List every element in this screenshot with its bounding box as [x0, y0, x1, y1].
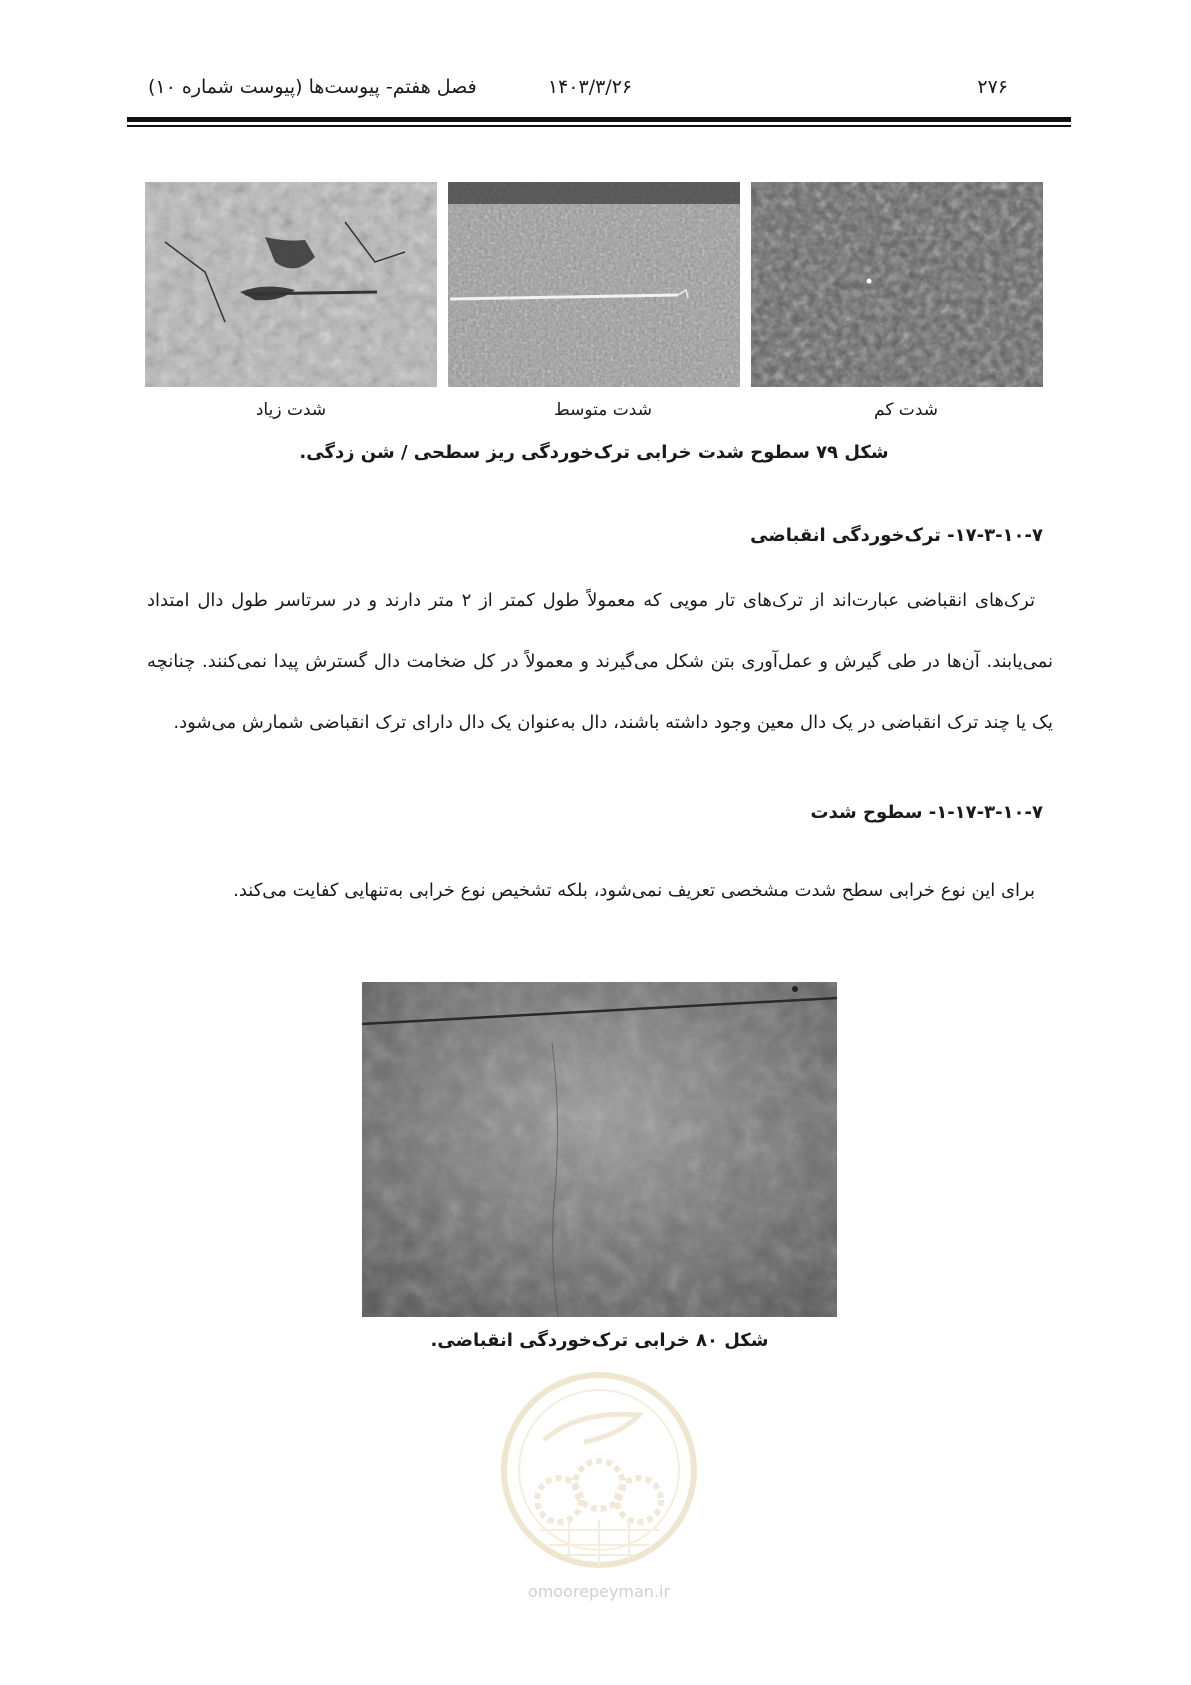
label-high-severity: شدت زیاد: [255, 400, 327, 420]
photo-shrinkage-cracking: [362, 982, 837, 1317]
header-rule-thin: [127, 125, 1071, 127]
watermark-logo: [489, 1360, 709, 1615]
figure-79-caption: شکل ۷۹ سطوح شدت خرابی ترک‌خوردگی ریز سطحی / شن زدگی.: [299, 442, 889, 463]
figure-80-caption: شکل ۸۰ خرابی ترک‌خوردگی انقباضی.: [430, 1330, 769, 1351]
section-heading-shrinkage-cracking: ۱۷-۳-۱۰-۷- ترک‌خوردگی انقباضی: [750, 525, 1043, 546]
shrinkage-cracking-paragraph: ترک‌های انقباضی عبارت‌اند از ترک‌های تار مویی که معمولاً طول کمتر از ۲ متر دارند و در سرتاسر طول دال امتداد نمی‌یابند. آن‌ها در طی گیرش و عمل‌آوری بتن شکل می‌گیرند و معمولاً در کل ضخامت دال گسترش پیدا نمی‌کنند. چنانچه یک یا چند ترک انقباضی در یک دال معین وجود داشته باشند، دال به‌عنوان یک دال دارای ترک انقباضی شمارش می‌شود.: [147, 590, 1053, 733]
photo-high-severity: [145, 182, 437, 387]
header-rule-thick: [127, 117, 1071, 122]
photo-medium-severity: [448, 182, 740, 387]
page-number: ۲۷۶: [977, 76, 1008, 98]
label-medium-severity: شدت متوسط: [554, 400, 652, 420]
watermark-emblem-icon: [489, 1360, 709, 1580]
severity-levels-paragraph: برای این نوع خرابی سطح شدت مشخصی تعریف نمی‌شود، بلکه تشخیص نوع خرابی به‌تنهایی کفایت می‌کند.: [233, 880, 1035, 901]
page-header: [140, 76, 1040, 108]
photo-low-severity: [751, 182, 1043, 387]
header-date: ۱۴۰۳/۳/۲۶: [547, 76, 633, 98]
label-low-severity: شدت کم: [874, 400, 938, 420]
watermark-site: omoorepeyman.ir: [527, 1582, 671, 1601]
chapter-title: فصل هفتم- پیوست‌ها (پیوست شماره ۱۰): [148, 76, 477, 98]
section-heading-severity-levels: ۱-۱۷-۳-۱۰-۷- سطوح شدت: [810, 802, 1043, 823]
